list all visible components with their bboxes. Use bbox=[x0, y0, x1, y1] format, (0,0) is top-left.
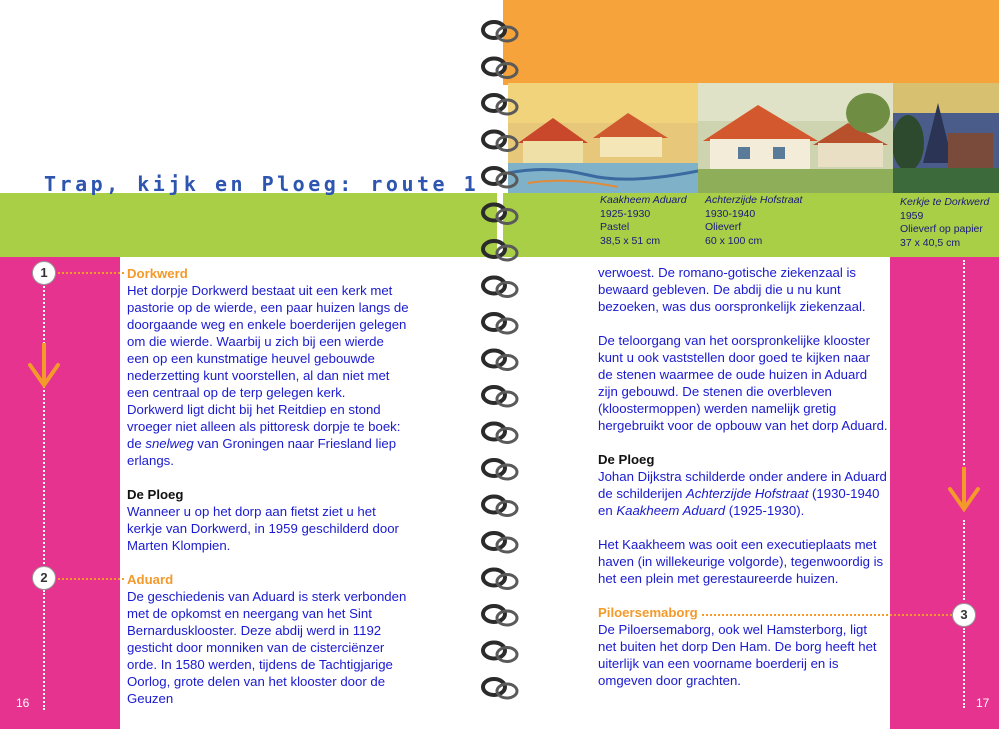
painting-kaakheem-aduard bbox=[508, 83, 698, 193]
text-span: Johan Dijkstra schilderde onder andere in Aduard de schilderijen bbox=[598, 469, 887, 501]
dorkwerd-paragraph-1: Het dorpje Dorkwerd bestaat uit een kerk met pastorie op de wierde, een paar huizen langs de doorgaande weg en enkele boerderijen gelegen om die wierde. Waarbij u zich bij een wierde een op een kunstmatige heuvel gebouwde nederzetting kunt voorstellen, al dan niet met een centraal op de terp gelegen kerk. bbox=[127, 283, 409, 400]
section-heading-de-ploeg: De Ploeg bbox=[127, 487, 184, 502]
connector-1 bbox=[58, 272, 124, 274]
caption-title: Achterzijde Hofstraat bbox=[705, 194, 803, 206]
spiral-binding-icon bbox=[480, 20, 520, 720]
aduard-text bbox=[127, 571, 409, 707]
text-span: van Groningen naar Friesland liep erlangs. bbox=[127, 436, 397, 468]
caption-years: 1959 bbox=[900, 209, 924, 222]
caption-title: Kaakheem Aduard bbox=[600, 194, 687, 206]
caption-years: 1930-1940 bbox=[705, 207, 756, 220]
section-heading-dorkwerd: Dorkwerd bbox=[127, 266, 188, 281]
page-number-right: 17 bbox=[976, 696, 990, 710]
caption-kaakheem bbox=[600, 194, 700, 248]
route-line-right-mid bbox=[963, 520, 965, 600]
caption-kerkje bbox=[900, 196, 999, 250]
route-line-left bbox=[43, 283, 45, 568]
route-marker-1: 1 bbox=[32, 261, 56, 285]
arrow-down-icon bbox=[948, 467, 980, 518]
magenta-margin-left bbox=[0, 257, 120, 729]
aduard-paragraph: De geschiedenis van Aduard is sterk verbonden met de opkomst en neergang van het Sint Bernardusklooster. Deze abdij werd in 1192 gesticht door monniken van de cisterciënzer orde. In 1580 werden, tijdens de Tachtigjarige Oorlog, grote delen van het klooster door de Geuzen bbox=[127, 589, 407, 706]
section-heading-piloersemaborg: Piloersemaborg bbox=[598, 604, 702, 621]
painting-kerkje-dorkwerd bbox=[893, 83, 999, 193]
piloersemaborg-text bbox=[598, 604, 888, 689]
caption-size: 60 x 100 cm bbox=[705, 234, 763, 247]
section-heading-de-ploeg-right: De Ploeg bbox=[598, 452, 655, 467]
emphasis-snelweg: snelweg bbox=[145, 436, 194, 451]
continuation-paragraph: verwoest. De romano-gotische ziekenzaal is bewaard gebleven. De abdij die u nu kunt bezoeken, was dus oorspronkelijk ziekenzaal. bbox=[598, 265, 866, 314]
caption-years: 1925-1930 bbox=[600, 207, 651, 220]
section-heading-aduard: Aduard bbox=[127, 572, 174, 587]
page-number-left: 16 bbox=[16, 696, 30, 710]
emphasis-kaakheem: Kaakheem Aduard bbox=[616, 503, 726, 518]
orange-band bbox=[503, 0, 999, 85]
emphasis-achterzijde: Achterzijde Hofstraat bbox=[685, 486, 809, 501]
piloersemaborg-paragraph: De Piloersemaborg, ook wel Hamsterborg, ligt net buiten het dorp Den Ham. De borg heeft het uiterlijk van een voorname boerderij en is omgeven door grachten. bbox=[598, 622, 877, 688]
caption-hofstraat bbox=[705, 194, 815, 248]
route-line-left-lower bbox=[43, 590, 45, 710]
kaakheem-paragraph: Het Kaakheem was ooit een executieplaats met haven (in willekeurige volgorde), tegenwoordig is het een plein met gerestaureerde huizen. bbox=[598, 537, 884, 586]
caption-size: 37 x 40,5 cm bbox=[900, 236, 961, 249]
right-column-text bbox=[598, 264, 888, 587]
caption-size: 38,5 x 51 cm bbox=[600, 234, 661, 247]
caption-title: Kerkje te Dorkwerd bbox=[900, 196, 990, 208]
de-ploeg-paragraph-right bbox=[598, 468, 888, 519]
caption-medium: Olieverf op papier bbox=[900, 223, 983, 235]
arrow-down-icon bbox=[28, 343, 60, 394]
de-ploeg-paragraph-left: Wanneer u op het dorp aan fietst ziet u het kerkje van Dorkwerd, in 1959 geschilderd door Marten Klompien. bbox=[127, 504, 399, 553]
teloorgang-paragraph: De teloorgang van het oorspronkelijke klooster kunt u ook vaststellen door goed te kijken naar de stenen waarmee de oude huizen in Aduard zijn gebouwd. De stenen die overbleven (kloostermoppen) werden namelijk gretig hergebruikt voor de opbouw van het dorp Aduard. bbox=[598, 333, 888, 433]
left-column-text bbox=[127, 265, 409, 554]
caption-medium: Olieverf bbox=[705, 221, 742, 233]
text-span: (1930-1940 en bbox=[598, 486, 880, 518]
route-marker-2: 2 bbox=[32, 566, 56, 590]
text-span: Dorkwerd ligt dicht bij het Reitdiep en stond vroeger niet alleen als pittoresk dorpje te boek: de bbox=[127, 402, 401, 451]
magenta-margin-right bbox=[890, 257, 999, 729]
painting-achterzijde-hofstraat bbox=[698, 83, 893, 193]
dorkwerd-paragraph-2 bbox=[127, 401, 409, 469]
text-span: (1925-1930). bbox=[725, 503, 805, 518]
caption-medium: Pastel bbox=[600, 221, 630, 233]
green-band-left bbox=[0, 193, 497, 257]
route-line-right-lower bbox=[963, 628, 965, 708]
page-title: Trap, kijk en Ploeg: route 1 bbox=[44, 172, 480, 196]
connector-2 bbox=[58, 578, 124, 580]
route-line-right bbox=[963, 260, 965, 465]
route-marker-3: 3 bbox=[952, 603, 976, 627]
